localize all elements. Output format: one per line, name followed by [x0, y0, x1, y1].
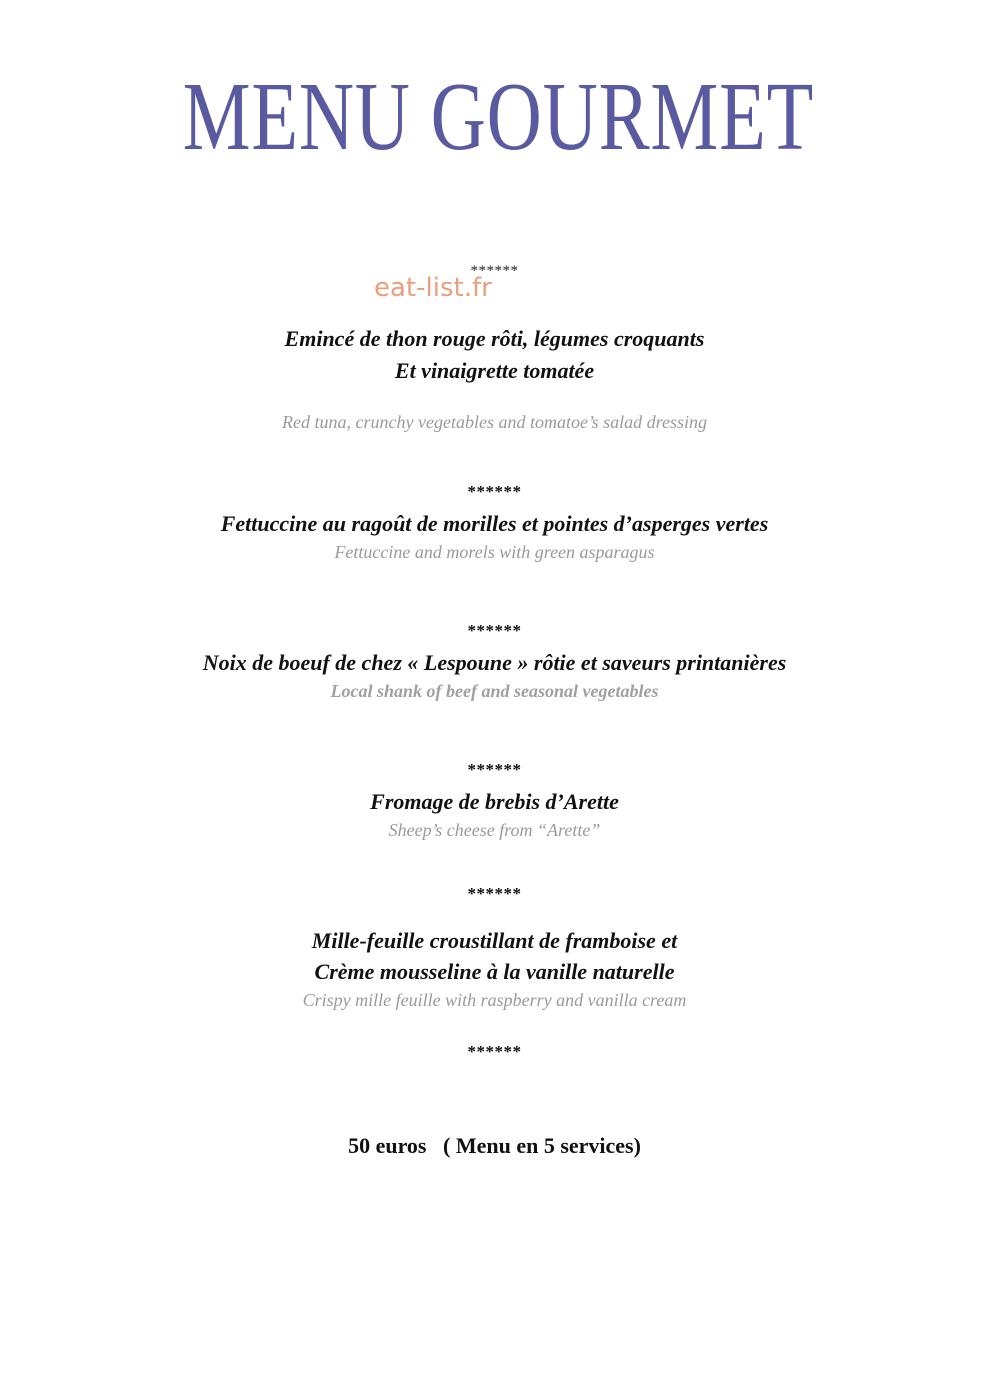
- course-4-translation: Sheep’s cheese from “Arette”: [388, 820, 601, 840]
- separator-2: ******: [467, 621, 522, 640]
- course-1-name-line-1: Emincé de thon rouge rôti, légumes croquants: [284, 326, 705, 351]
- separator-0: ******: [470, 263, 519, 279]
- course-5-name-line-2: Crème mousseline à la vanille naturelle: [314, 959, 675, 984]
- course-2-name: Fettuccine au ragoût de morilles et pointes d’asperges vertes: [220, 511, 769, 536]
- separator-5: ******: [467, 1042, 522, 1061]
- course-3-translation: Local shank of beef and seasonal vegetables: [330, 681, 659, 701]
- menu-title: MENU GOURMET: [182, 63, 815, 171]
- course-5-name-line-1: Mille-feuille croustillant de framboise et: [311, 928, 678, 953]
- course-1-translation: Red tuna, crunchy vegetables and tomatoe’s salad dressing: [282, 412, 707, 432]
- course-5-translation: Crispy mille feuille with raspberry and vanilla cream: [302, 990, 687, 1010]
- separator-3: ******: [467, 760, 522, 779]
- separator-4: ******: [467, 884, 522, 903]
- course-1-name-line-2: Et vinaigrette tomatée: [394, 358, 595, 383]
- separator-1: ******: [467, 482, 522, 501]
- menu-price: 50 euros ( Menu en 5 services): [348, 1133, 641, 1158]
- course-2-translation: Fettuccine and morels with green asparagus: [334, 542, 655, 562]
- watermark-text: eat-list.fr: [374, 273, 492, 303]
- course-3-name: Noix de boeuf de chez « Lespoune » rôtie et saveurs printanières: [202, 650, 787, 675]
- course-4-name: Fromage de brebis d’Arette: [370, 789, 619, 814]
